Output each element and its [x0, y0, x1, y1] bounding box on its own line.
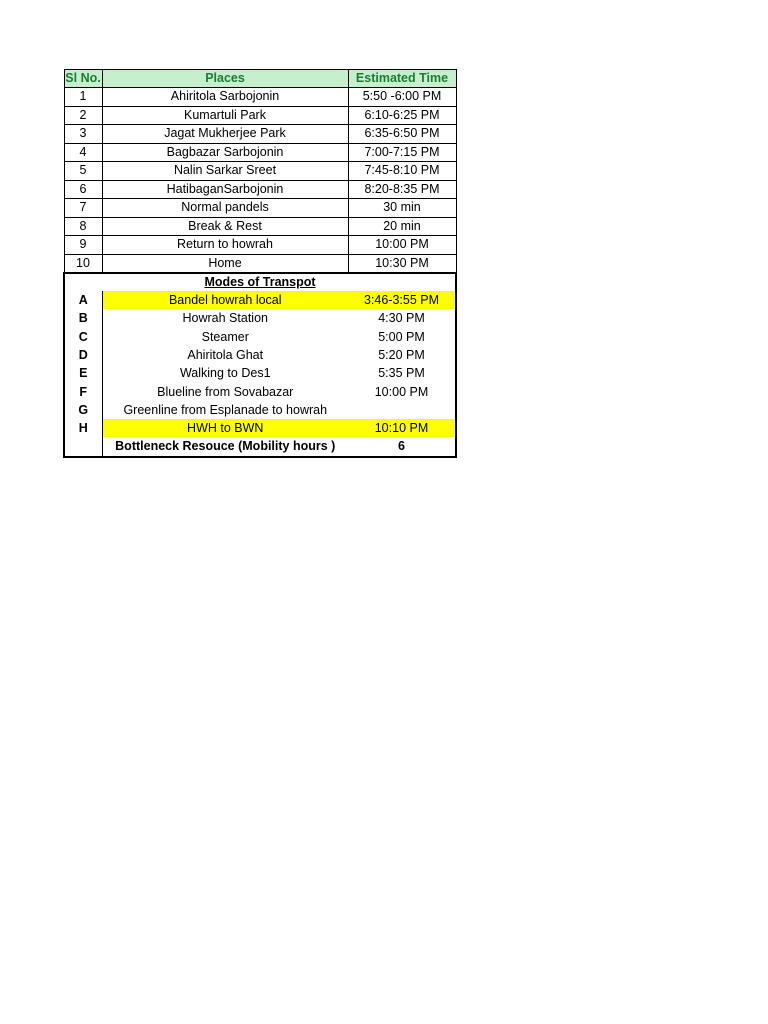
- header-cell-places[interactable]: Places: [102, 70, 348, 88]
- mode-label-cell[interactable]: Walking to Des1: [179, 366, 271, 381]
- table-row: [64, 217, 456, 236]
- total-row: [64, 437, 456, 457]
- table-row: [64, 143, 456, 162]
- itinerary-sheet: [63, 69, 457, 458]
- mode-time-cell[interactable]: [348, 401, 456, 419]
- mode-label-cell[interactable]: Howrah Station: [182, 311, 268, 326]
- mode-key-cell[interactable]: D: [64, 346, 102, 364]
- mode-key-cell[interactable]: C: [64, 328, 102, 346]
- cell-place[interactable]: Normal pandels: [102, 199, 348, 218]
- total-label-cell[interactable]: Bottleneck Resouce (Mobility hours ): [102, 437, 348, 457]
- mode-time-cell[interactable]: 5:20 PM: [348, 346, 456, 364]
- cell-place[interactable]: Ahiritola Sarbojonin: [102, 88, 348, 107]
- table-row: [64, 106, 456, 125]
- mode-key-cell[interactable]: G: [64, 401, 102, 419]
- cell-sl-no[interactable]: 4: [64, 143, 102, 162]
- mode-time-cell[interactable]: 10:00 PM: [348, 382, 456, 400]
- cell-time[interactable]: 10:00 PM: [348, 236, 456, 255]
- cell-place[interactable]: Return to howrah: [102, 236, 348, 255]
- table-row: [64, 254, 456, 273]
- mode-key-cell[interactable]: H: [64, 419, 102, 437]
- mode-time-cell[interactable]: 5:35 PM: [348, 364, 456, 382]
- mode-time-cell[interactable]: 10:10 PM: [348, 419, 456, 437]
- mode-key-cell[interactable]: A: [64, 291, 102, 309]
- mode-label-cell[interactable]: Greenline from Esplanade to howrah: [123, 402, 328, 417]
- mode-row: [64, 346, 456, 364]
- modes-title[interactable]: Modes of Transpot: [64, 273, 456, 291]
- cell-time[interactable]: 20 min: [348, 217, 456, 236]
- mode-label-cell[interactable]: Ahiritola Ghat: [187, 348, 264, 363]
- mode-row: [64, 309, 456, 327]
- cell-sl-no[interactable]: 3: [64, 125, 102, 144]
- cell-sl-no[interactable]: 2: [64, 106, 102, 125]
- header-cell-sl-no[interactable]: Sl No.: [64, 70, 102, 88]
- sheet-body: [64, 70, 456, 458]
- mode-row: [64, 419, 456, 437]
- cell-place[interactable]: Jagat Mukherjee Park: [102, 125, 348, 144]
- cell-place[interactable]: Home: [102, 254, 348, 273]
- cell-time[interactable]: 6:10-6:25 PM: [348, 106, 456, 125]
- mode-label-cell[interactable]: HWH to BWN: [102, 419, 348, 437]
- cell-place[interactable]: Break & Rest: [102, 217, 348, 236]
- cell-time[interactable]: 10:30 PM: [348, 254, 456, 273]
- modes-title-row: [64, 273, 456, 291]
- header-cell-estimated-time[interactable]: Estimated Time: [348, 70, 456, 88]
- cell-sl-no[interactable]: 1: [64, 88, 102, 107]
- total-value-cell[interactable]: 6: [348, 437, 456, 457]
- mode-time-cell[interactable]: 3:46-3:55 PM: [348, 291, 456, 309]
- mode-label-cell[interactable]: Blueline from Sovabazar: [157, 384, 294, 399]
- mode-row: [64, 291, 456, 309]
- table-row: [64, 88, 456, 107]
- cell-place[interactable]: Nalin Sarkar Sreet: [102, 162, 348, 181]
- cell-sl-no[interactable]: 10: [64, 254, 102, 273]
- mode-row: [64, 382, 456, 400]
- mode-key-cell[interactable]: B: [64, 309, 102, 327]
- cell-time[interactable]: 7:00-7:15 PM: [348, 143, 456, 162]
- cell-place[interactable]: HatibaganSarbojonin: [102, 180, 348, 199]
- mode-key-cell[interactable]: F: [64, 382, 102, 400]
- cell-time[interactable]: 5:50 -6:00 PM: [348, 88, 456, 107]
- cell-sl-no[interactable]: 6: [64, 180, 102, 199]
- cell-place[interactable]: Bagbazar Sarbojonin: [102, 143, 348, 162]
- cell-sl-no[interactable]: 9: [64, 236, 102, 255]
- cell-time[interactable]: 30 min: [348, 199, 456, 218]
- cell-place[interactable]: Kumartuli Park: [102, 106, 348, 125]
- cell-time[interactable]: 8:20-8:35 PM: [348, 180, 456, 199]
- table-row: [64, 125, 456, 144]
- cell-time[interactable]: 7:45-8:10 PM: [348, 162, 456, 181]
- mode-row: [64, 328, 456, 346]
- mode-row: [64, 401, 456, 419]
- mode-label-cell[interactable]: Bandel howrah local: [102, 291, 348, 309]
- header-row: [64, 70, 456, 88]
- table-row: [64, 180, 456, 199]
- mode-key-cell[interactable]: E: [64, 364, 102, 382]
- cell-sl-no[interactable]: 7: [64, 199, 102, 218]
- table-row: [64, 162, 456, 181]
- mode-label-cell[interactable]: Steamer: [201, 329, 249, 344]
- cell-sl-no[interactable]: 5: [64, 162, 102, 181]
- mode-time-cell[interactable]: 5:00 PM: [348, 328, 456, 346]
- table-row: [64, 199, 456, 218]
- total-key-cell[interactable]: [64, 437, 102, 457]
- mode-time-cell[interactable]: 4:30 PM: [348, 309, 456, 327]
- cell-sl-no[interactable]: 8: [64, 217, 102, 236]
- table-row: [64, 236, 456, 255]
- cell-time[interactable]: 6:35-6:50 PM: [348, 125, 456, 144]
- mode-row: [64, 364, 456, 382]
